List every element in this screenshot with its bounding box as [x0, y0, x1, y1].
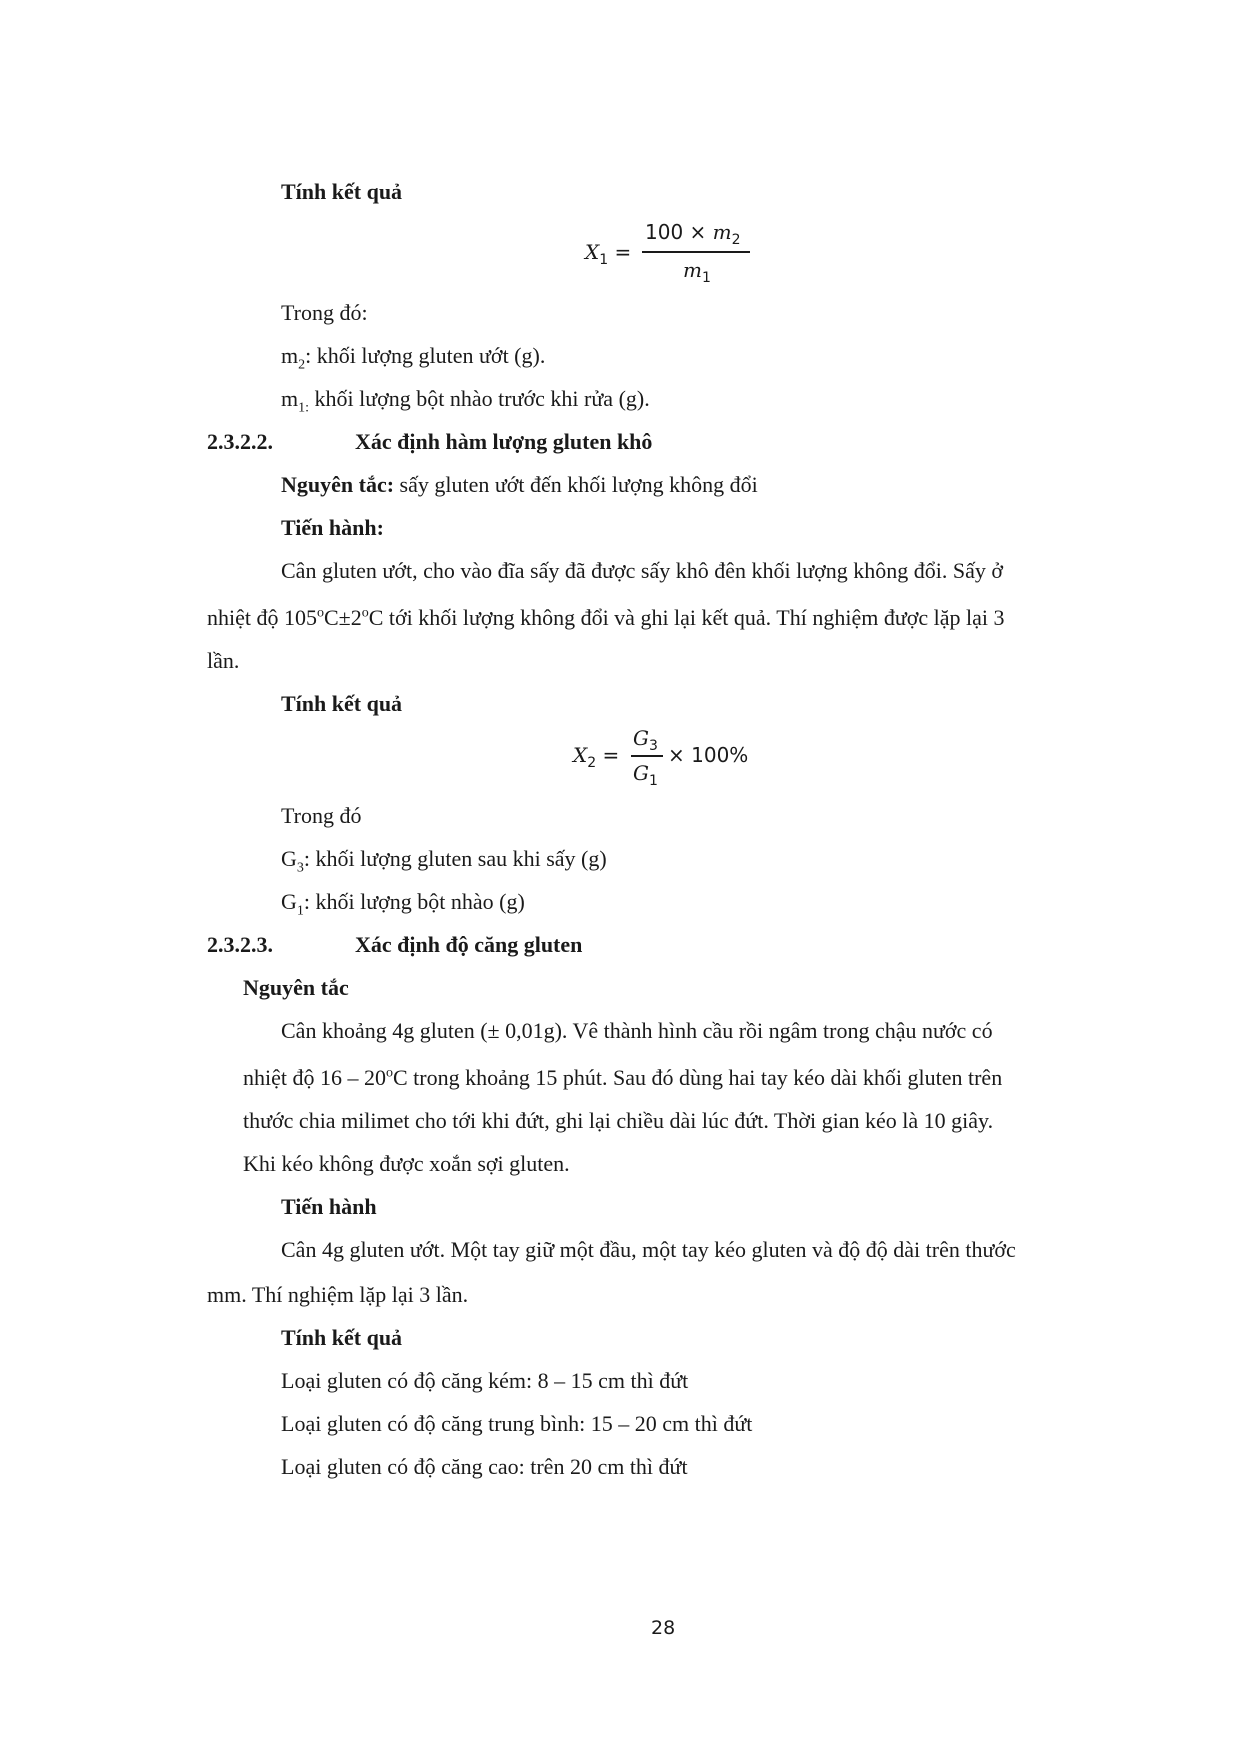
result-item-weak: Loại gluten có độ căng kém: 8 – 15 cm thì đứt [281, 1368, 689, 1393]
definition-g3: $G_3$: khối lượng gluten sau khi sấy (g) [281, 846, 607, 876]
where-label-2: Trong đó [281, 803, 362, 828]
result-heading-1: Tính kết quả [281, 179, 403, 204]
section-title-2323: Xác định độ căng gluten [355, 932, 583, 957]
procedure-label-2323: Tiến hành [281, 1194, 377, 1219]
paragraph-2323-p1-line1: Cân khoảng 4g gluten (± 0,01g). Vê thành hình cầu rồi ngâm trong chậu nước có [281, 1018, 993, 1043]
principle-2322: Nguyên tắc: sấy gluten ướt đến khối lượng không đổi [281, 472, 758, 497]
where-label-1: Trong đó: [281, 300, 368, 325]
formula-x1-numerator: $100 \times m_2$ [645, 220, 741, 248]
paragraph-2322-line3: lần. [207, 648, 240, 673]
paragraph-2322-line2: nhiệt độ $105^oC\pm 2^oC$ tới khối lượng không đổi và ghi lại kết quả. Thí nghiệm được lặp lại 3 [207, 605, 1005, 630]
formula-x1-lhs: $X_1$ = [585, 240, 632, 268]
result-item-high: Loại gluten có độ căng cao: trên 20 cm thì đứt [281, 1454, 688, 1479]
paragraph-2323-p2-line2: mm. Thí nghiệm lặp lại 3 lần. [207, 1282, 469, 1307]
formula-x1-denominator: $m_1$ [683, 258, 711, 286]
paragraph-2323-p1-line3: thước chia milimet cho tới khi đứt, ghi lại chiều dài lúc đứt. Thời gian kéo là 10 giây. [243, 1108, 994, 1133]
paragraph-2323-p2-line1: Cân 4g gluten ướt. Một tay giữ một đầu, một tay kéo gluten và độ độ dài trên thước [281, 1237, 1016, 1262]
formula-x2-fraction-bar [631, 755, 663, 757]
paragraph-2323-p1-line4: Khi kéo không được xoắn sợi gluten. [243, 1151, 570, 1176]
section-number-2323: 2.3.2.3. [207, 932, 273, 957]
paragraph-2322-line1: Cân gluten ướt, cho vào đĩa sấy đã được sấy khô đên khối lượng không đổi. Sấy ở [281, 558, 1004, 583]
procedure-label-2322: Tiến hành: [281, 515, 384, 540]
result-heading-2323: Tính kết quả [281, 1325, 403, 1350]
definition-m2: $m_2$: khối lượng gluten ướt (g). [281, 343, 546, 373]
result-heading-2322: Tính kết quả [281, 691, 403, 716]
section-title-2322: Xác định hàm lượng gluten khô [355, 429, 653, 454]
section-number-2322: 2.3.2.2. [207, 429, 273, 454]
formula-x2-denominator: $G_1$ [633, 761, 658, 789]
formula-x2-tail: × 100% [668, 743, 749, 767]
definition-m1: $m_{1:}$ khối lượng bột nhào trước khi rửa (g). [281, 386, 650, 416]
result-item-medium: Loại gluten có độ căng trung bình: 15 – 20 cm thì đứt [281, 1411, 753, 1436]
page-number: 28 [651, 1617, 676, 1639]
paragraph-2323-p1-line2: nhiệt độ 16 – 20$^o$C trong khoảng 15 phút. Sau đó dùng hai tay kéo dài khối gluten trên [243, 1065, 1003, 1090]
formula-x1-fraction-bar [642, 251, 750, 253]
definition-g1: $G_1$: khối lượng bột nhào (g) [281, 889, 525, 919]
formula-x2-lhs: $X_2$ = [573, 743, 620, 771]
principle-label-2323: Nguyên tắc [243, 975, 349, 1000]
formula-x2-numerator: $G_3$ [633, 726, 658, 754]
